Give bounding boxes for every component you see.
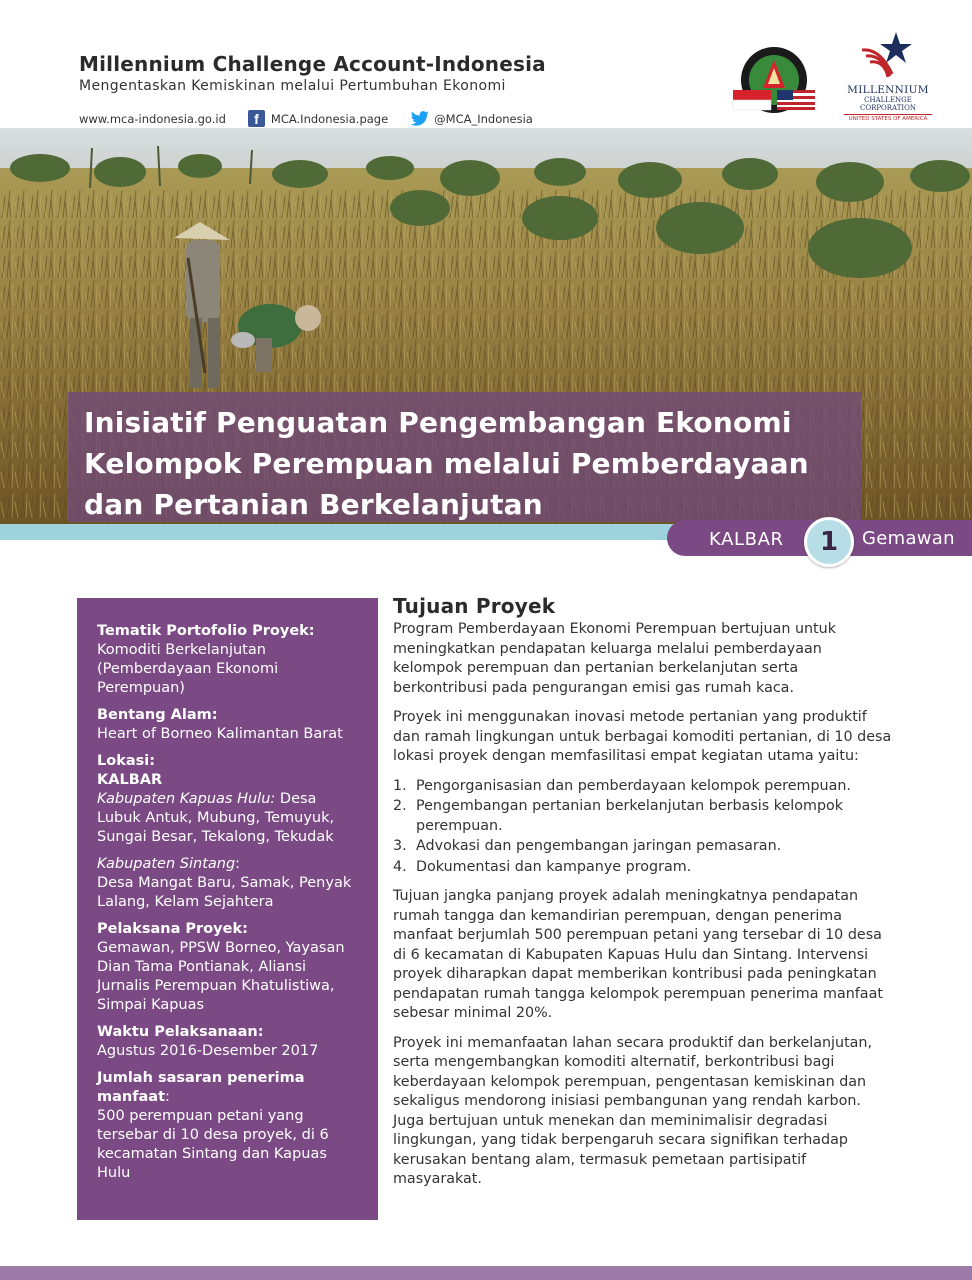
- waktu-value: Agustus 2016-Desember 2017: [97, 1043, 319, 1059]
- mca-indonesia-seal-logo: [731, 44, 817, 120]
- mcc-line2: CHALLENGE CORPORATION: [859, 96, 917, 112]
- sasaran-value: 500 perempuan petani yang tersebar di 10 desa proyek, di 6 kecamatan Sintang dan Kapuas Hulu: [97, 1108, 329, 1181]
- list-item-text: Pengembangan pertanian berkelanjutan berbasis kelompok perempuan.: [416, 798, 844, 834]
- tematik-label: Tematik Portofolio Proyek:: [97, 623, 315, 639]
- activity-list: [393, 777, 895, 878]
- title-line-1: Inisiatif Penguatan Pengembangan Ekonomi: [84, 406, 792, 439]
- list-item: [393, 837, 895, 857]
- kapuas-value: Desa Lubuk Antuk, Mubung, Temuyuk, Sungai Besar, Tekalong, Tekudak: [97, 791, 335, 845]
- list-item: [393, 858, 895, 878]
- mcc-line1: MILLENNIUM: [847, 84, 929, 96]
- website-link[interactable]: [79, 112, 226, 126]
- waktu-label: Waktu Pelaksanaan:: [97, 1024, 264, 1040]
- bentang-label: Bentang Alam:: [97, 707, 218, 723]
- sasaran-block: [97, 1069, 362, 1183]
- facebook-icon: f: [248, 110, 265, 127]
- pelaksana-label: Pelaksana Proyek:: [97, 921, 248, 937]
- sintang-label: Kabupaten Sintang: [97, 856, 236, 872]
- tematik-block: [97, 622, 362, 698]
- list-item-number: 3.: [393, 838, 407, 854]
- paragraph-2: Proyek ini menggunakan inovasi metode pertanian yang produktif dan ramah lingkungan untuk berbagai komoditi pertanian, di 10 desa lokasi proyek dengan memfasilitasi empat kegiatan utama yaitu:: [393, 709, 892, 764]
- page-header: [0, 0, 972, 128]
- paragraph-1: Program Pemberdayaan Ekonomi Perempuan bertujuan untuk meningkatkan pendapatan keluarga melalui pemberdayaan kelompok perempuan dan pertanian berkelanjutan serta berkontribusi pada pengurangan emisi gas rumah kaca.: [393, 621, 837, 696]
- contact-bar: [79, 110, 555, 127]
- sintang-colon: :: [235, 856, 241, 872]
- bentang-block: [97, 706, 362, 744]
- mcc-line3: UNITED STATES OF AMERICA: [844, 114, 932, 122]
- twitter-text[interactable]: @MCA_Indonesia: [434, 111, 533, 126]
- lokasi-region: KALBAR: [97, 772, 163, 788]
- region-label: KALBAR: [709, 529, 784, 550]
- main-content: [393, 592, 895, 1200]
- lokasi-label: Lokasi:: [97, 753, 156, 769]
- section-heading: Tujuan Proyek: [393, 594, 556, 618]
- list-item-text: Pengorganisasian dan pemberdayaan kelompok perempuan.: [416, 777, 851, 794]
- pelaksana-value: Gemawan, PPSW Borneo, Yayasan Dian Tama Pontianak, Aliansi Jurnalis Perempuan Khatulistiwa, Simpai Kapuas: [97, 940, 345, 1013]
- title-line-2: Kelompok Perempuan melalui Pemberdayaan: [84, 447, 809, 480]
- paragraph-4: Proyek ini memanfaatan lahan secara produktif dan berkelanjutan, serta mengembangkan komoditi alternatif, berkontribusi bagi keberdayaan kelompok perempuan, pengentasan kemiskinan dan sekaligus mendorong inisiasi pembangunan yang rendah karbon. Juga bertujuan untuk menekan dan meminimalisir degradasi lingkungan, yang tidak berpengaruh secara signifikan terhadap kerusakan bentang alam, termasuk pemetaan partisipatif masyarakat.: [393, 1034, 873, 1187]
- twitter-link[interactable]: [410, 111, 533, 127]
- paragraph-3: Tujuan jangka panjang proyek adalah meningkatnya pendapatan rumah tangga dan kemandirian perempuan, dengan penerima manfaat berjumlah 500 perempuan petani yang tersebar di 10 desa di 6 kecamatan di Kabupaten Kapuas Hulu dan Sintang. Intervensi proyek diharapkan dapat memberikan kontribusi pada peningkatan pendapatan rumah tangga kelompok perempuan penerima manfaat sebesar minimal 20%.: [393, 888, 883, 1021]
- sintang-value: Desa Mangat Baru, Samak, Penyak Lalang, Kelam Sejahtera: [97, 875, 352, 910]
- list-item-text: Dokumentasi dan kampanye program.: [416, 858, 692, 875]
- list-item-text: Advokasi dan pengembangan jaringan pemasaran.: [416, 838, 782, 854]
- footer-bar: [0, 1266, 972, 1280]
- sintang-block: [97, 855, 362, 912]
- twitter-icon: [410, 111, 430, 127]
- organization-tagline: Mengentaskan Kemiskinan melalui Pertumbuhan Ekonomi: [79, 78, 506, 94]
- document-title-banner: [68, 392, 861, 522]
- organization-name: Millennium Challenge Account-Indonesia: [79, 52, 546, 76]
- tematik-value: Komoditi Berkelanjutan (Pemberdayaan Ekonomi Perempuan): [97, 642, 279, 696]
- list-item-number: 2.: [393, 798, 407, 814]
- list-item: [393, 797, 895, 836]
- sasaran-label: Jumlah sasaran penerima manfaat: [97, 1070, 305, 1105]
- sasaran-colon: :: [165, 1089, 170, 1105]
- kapuas-label: Kabupaten Kapuas Hulu:: [97, 791, 276, 807]
- list-item: [393, 777, 895, 797]
- document-title: [68, 392, 861, 525]
- lokasi-block: [97, 752, 362, 847]
- website-text[interactable]: www.mca-indonesia.go.id: [79, 111, 226, 126]
- mcc-logo: [838, 30, 938, 122]
- title-line-3: dan Pertanian Berkelanjutan: [84, 488, 543, 521]
- facebook-link[interactable]: [248, 110, 388, 127]
- mcc-star-icon: [858, 30, 918, 78]
- kapuas-hulu-text: [97, 790, 362, 847]
- pelaksana-block: [97, 920, 362, 1015]
- facebook-text[interactable]: MCA.Indonesia.page: [270, 111, 389, 126]
- project-number-badge: 1: [804, 517, 854, 567]
- waktu-block: [97, 1023, 362, 1061]
- region-tag: [667, 520, 972, 556]
- list-item-number: 1.: [393, 777, 407, 794]
- bentang-value: Heart of Borneo Kalimantan Barat: [97, 726, 343, 742]
- implementer-label: Gemawan: [862, 528, 955, 549]
- project-info-sidebar: [77, 598, 378, 1220]
- list-item-number: 4.: [393, 858, 407, 875]
